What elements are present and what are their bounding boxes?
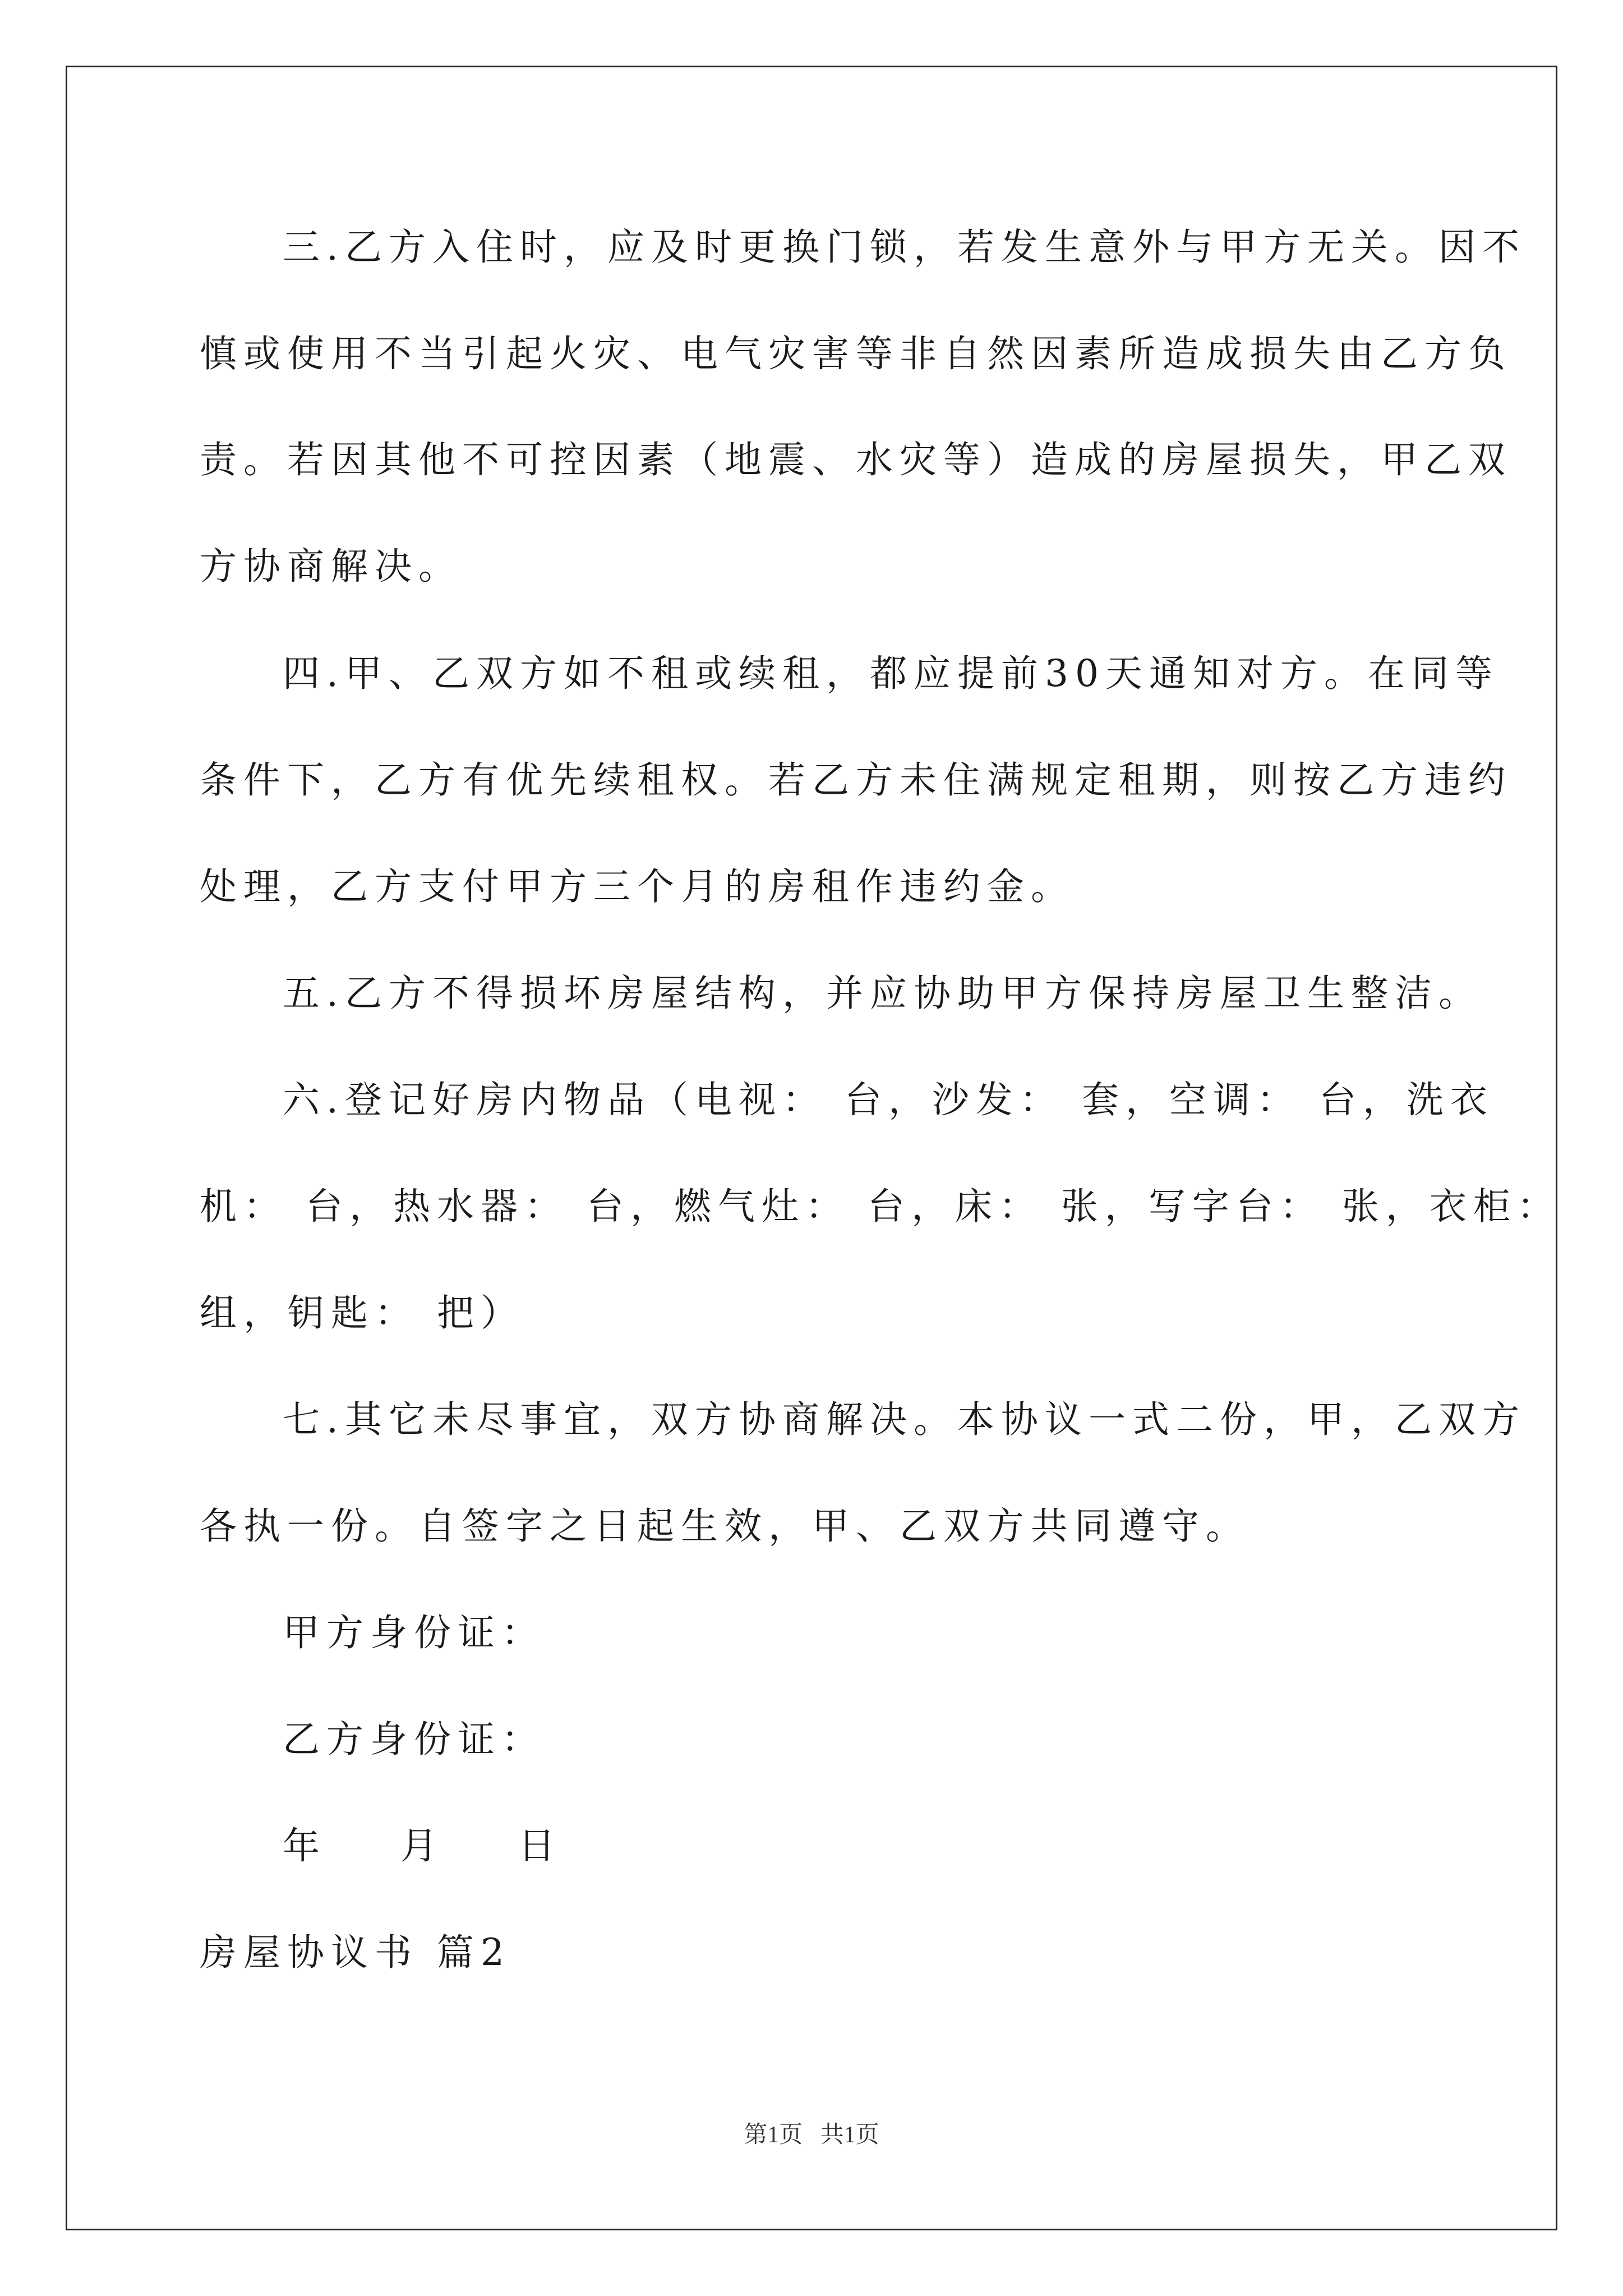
- clause-6-line-3: 组，钥匙： 把）: [200, 1291, 524, 1335]
- clause-3-line-3: 责。若因其他不可控因素（地震、水灾等）造成的房屋损失，甲乙双: [200, 438, 1512, 481]
- date-line: 年 月 日: [283, 1824, 562, 1867]
- page-number: 第1页 共1页: [744, 2122, 879, 2148]
- page-border: [66, 66, 1561, 2230]
- clause-5-line-1: 五.乙方不得损坏房屋结构，并应协助甲方保持房屋卫生整洁。: [283, 972, 1482, 1015]
- clause-7-line-1: 七.其它未尽事宜，双方协商解决。本协议一式二份，甲，乙双方: [283, 1398, 1526, 1441]
- clause-4-line-2: 条件下，乙方有优先续租权。若乙方未住满规定租期，则按乙方违约: [200, 758, 1512, 802]
- clause-7-line-2: 各执一份。自签字之日起生效，甲、乙双方共同遵守。: [200, 1504, 1249, 1548]
- section-heading: 房屋协议书 篇2: [200, 1931, 511, 1974]
- clause-6-line-2: 机： 台，热水器： 台，燃气灶： 台，床： 张，写字台： 张，衣柜：: [200, 1185, 1561, 1228]
- clause-3-line-1: 三.乙方入住时，应及时更换门锁，若发生意外与甲方无关。因不: [283, 226, 1526, 269]
- clause-4-line-3: 处理，乙方支付甲方三个月的房租作违约金。: [200, 865, 1075, 908]
- clause-3-line-2: 慎或使用不当引起火灾、电气灾害等非自然因素所造成损失由乙方负: [200, 332, 1512, 375]
- clause-4-line-1: 四.甲、乙双方如不租或续租，都应提前30天通知对方。在同等: [283, 652, 1499, 695]
- party-a-id-label: 甲方身份证：: [283, 1611, 545, 1654]
- party-b-id-label: 乙方身份证：: [283, 1718, 545, 1761]
- clause-3-line-4: 方协商解决。: [200, 545, 462, 588]
- clause-6-line-1: 六.登记好房内物品（电视： 台，沙发： 套，空调： 台，洗衣: [283, 1078, 1494, 1121]
